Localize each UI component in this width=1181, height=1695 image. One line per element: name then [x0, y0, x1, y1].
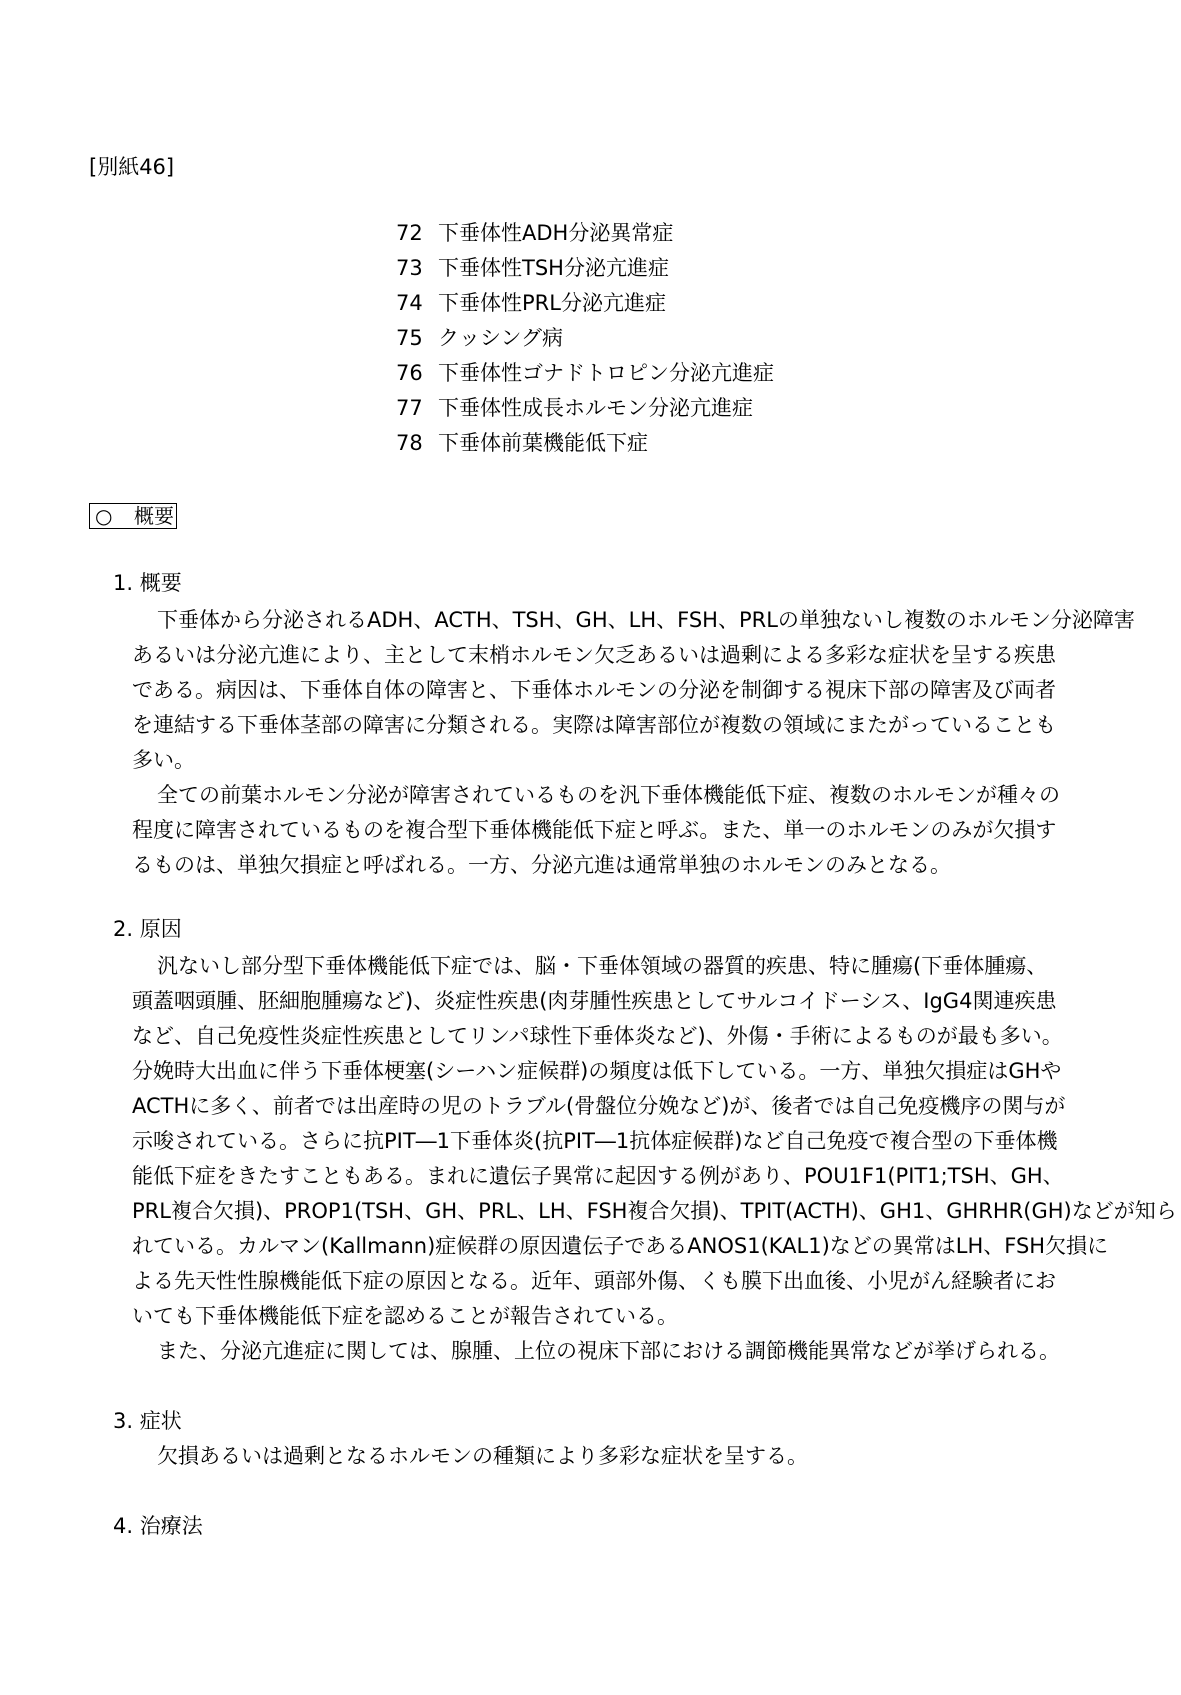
list-item-name: クッシング病 [438, 326, 564, 350]
text-line: 下垂体から分泌されるADH、ACTH、TSH、GH、LH、FSH、PRLの単独ないし複数のホルモン分泌障害 [157, 608, 1135, 632]
text-line: あるいは分泌亢進により、主として末梢ホルモン欠乏あるいは過剰による多彩な症状を呈する疾患 [132, 643, 1056, 667]
text-line: 分娩時大出血に伴う下垂体梗塞(シーハン症候群)の頻度は低下している。一方、単独欠損症はGHや [132, 1059, 1062, 1083]
text-line: いても下垂体機能低下症を認めることが報告されている。 [132, 1304, 678, 1328]
section-title: 1. 概要 [113, 571, 182, 595]
list-item [396, 391, 753, 426]
text-line: 能低下症をきたすこともある。まれに遺伝子異常に起因する例があり、POU1F1(PIT1;TSH、GH、 [132, 1164, 1064, 1188]
list-item-number: 76 [396, 361, 423, 385]
text-line: また、分泌亢進症に関しては、腺腫、上位の視床下部における調節機能異常などが挙げられる。 [157, 1339, 1060, 1363]
text-line: 頭蓋咽頭腫、胚細胞腫瘍など)、炎症性疾患(肉芽腫性疾患としてサルコイドーシス、IgG4関連疾患 [132, 989, 1057, 1013]
list-item-number: 75 [396, 326, 423, 350]
list-item-name: 下垂体性成長ホルモン分泌亢進症 [438, 396, 753, 420]
list-item [396, 426, 648, 461]
text-line: 全ての前葉ホルモン分泌が障害されているものを汎下垂体機能低下症、複数のホルモンが種々の [157, 783, 1060, 807]
text-line: など、自己免疫性炎症性疾患としてリンパ球性下垂体炎など)、外傷・手術によるものが最も多い。 [132, 1024, 1063, 1048]
list-item [396, 216, 673, 251]
text-line: 欠損あるいは過剰となるホルモンの種類により多彩な症状を呈する。 [157, 1444, 808, 1468]
list-item-number: 74 [396, 291, 423, 315]
section-title: 3. 症状 [113, 1409, 182, 1433]
text-line: るものは、単独欠損症と呼ばれる。一方、分泌亢進は通常単独のホルモンのみとなる。 [132, 853, 951, 877]
section-title: 4. 治療法 [113, 1514, 203, 1538]
text-line: 多い。 [132, 748, 195, 772]
list-item-name: 下垂体性ゴナドトロピン分泌亢進症 [438, 361, 774, 385]
list-item-name: 下垂体前葉機能低下症 [438, 431, 648, 455]
text-line: 示唆されている。さらに抗PIT―1下垂体炎(抗PIT―1抗体症候群)など自己免疫で複合型の下垂体機 [132, 1129, 1058, 1153]
list-item [396, 251, 669, 286]
section-title: 2. 原因 [113, 917, 182, 941]
overview-heading: 概要 [134, 504, 174, 528]
text-line: である。病因は、下垂体自体の障害と、下垂体ホルモンの分泌を制御する視床下部の障害及び両者 [132, 678, 1056, 702]
text-line: れている。カルマン(Kallmann)症候群の原因遺伝子であるANOS1(KAL1)などの異常はLH、FSH欠損に [132, 1234, 1109, 1258]
list-item-number: 73 [396, 256, 423, 280]
text-line: を連結する下垂体茎部の障害に分類される。実際は障害部位が複数の領域にまたがっていることも [132, 713, 1056, 737]
list-item-number: 72 [396, 221, 423, 245]
text-line: よる先天性性腺機能低下症の原因となる。近年、頭部外傷、くも膜下出血後、小児がん経験者にお [132, 1269, 1056, 1293]
text-line: 程度に障害されているものを複合型下垂体機能低下症と呼ぶ。また、単一のホルモンのみが欠損す [132, 818, 1057, 842]
list-item [396, 356, 774, 391]
text-line: ACTHに多く、前者では出産時の児のトラブル(骨盤位分娩など)が、後者では自己免疫機序の関与が [132, 1094, 1066, 1118]
attachment-label: [別紙46] [89, 155, 175, 179]
list-item [396, 286, 666, 321]
list-item-number: 77 [396, 396, 423, 420]
text-line: PRL複合欠損)、PROP1(TSH、GH、PRL、LH、FSH複合欠損)、TPIT(ACTH)、GH1、GHRHR(GH)などが知ら [132, 1199, 1177, 1223]
list-item [396, 321, 563, 356]
list-item-number: 78 [396, 431, 423, 455]
text-line: 汎ないし部分型下垂体機能低下症では、脳・下垂体領域の器質的疾患、特に腫瘍(下垂体腫瘍、 [157, 954, 1048, 978]
circle-marker-icon: ○ [95, 504, 113, 528]
section-body [132, 603, 1135, 883]
list-item-name: 下垂体性TSH分泌亢進症 [438, 256, 669, 280]
overview-heading-box [89, 503, 177, 529]
list-item-name: 下垂体性ADH分泌異常症 [438, 221, 674, 245]
list-item-name: 下垂体性PRL分泌亢進症 [438, 291, 666, 315]
section-body [132, 1439, 808, 1474]
section-body [132, 949, 1177, 1369]
